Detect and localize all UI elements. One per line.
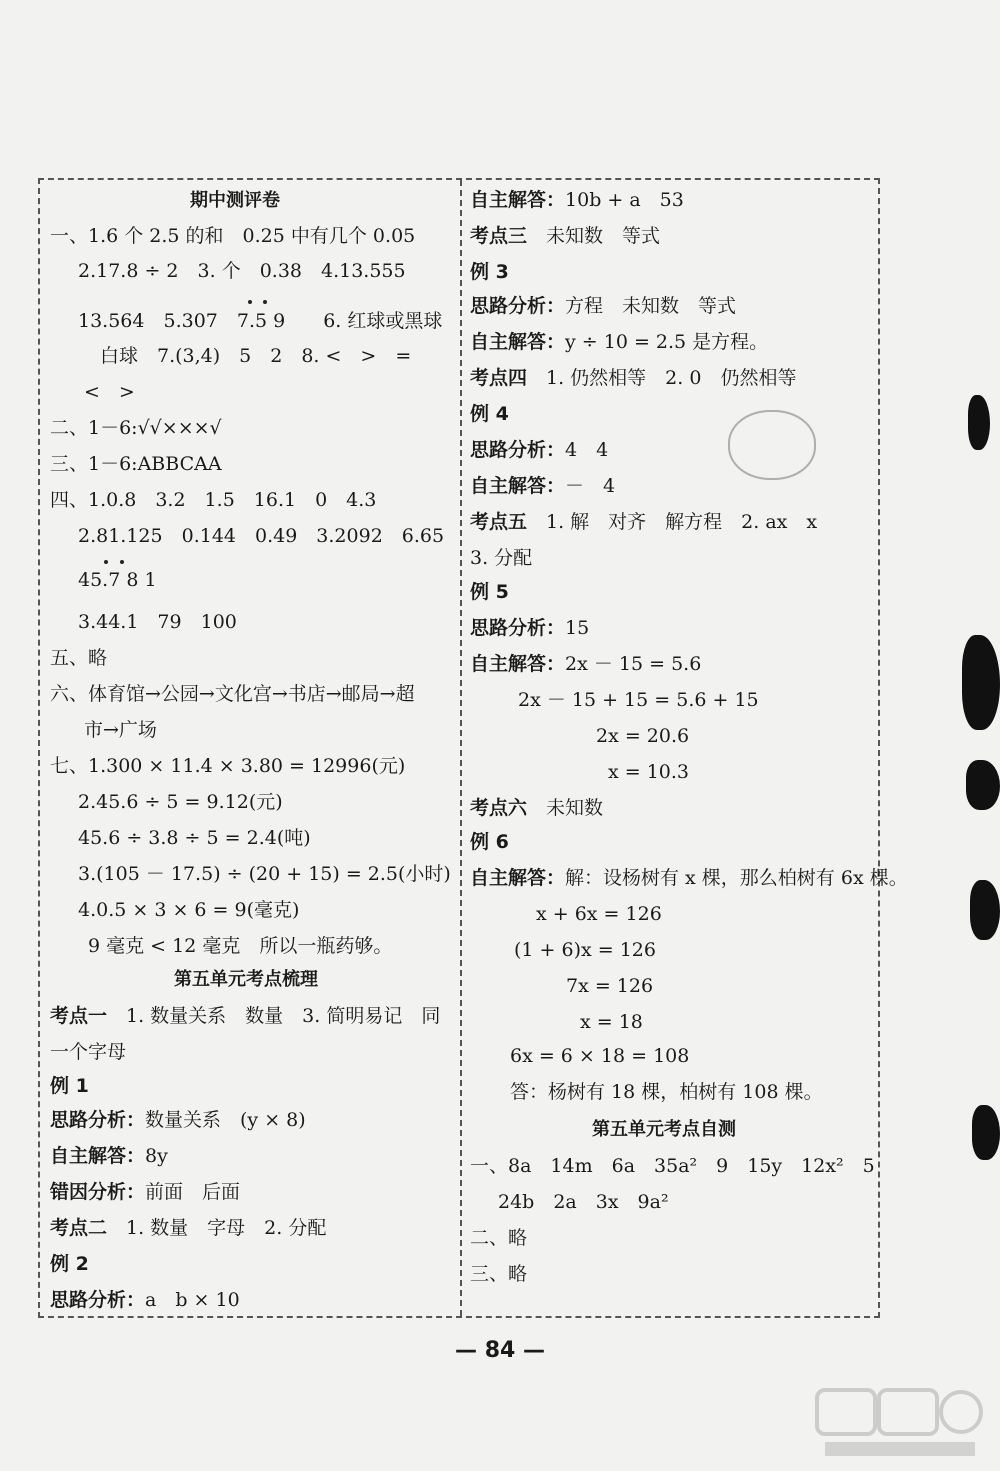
line-text: 2.45.6 ÷ 5 = 9.12(元) <box>78 791 283 813</box>
answer-line <box>470 614 589 642</box>
answer-line <box>50 680 415 708</box>
answer-line <box>84 716 157 744</box>
line-text: 例 2 <box>50 1253 89 1275</box>
line-text: 三、1－6:ABBCAA <box>50 453 222 475</box>
watermark-logo <box>815 1388 985 1463</box>
answer-line <box>78 896 299 924</box>
line-text: 前面 后面 <box>145 1181 241 1203</box>
line-text: 第五单元考点梳理 <box>174 969 318 990</box>
line-label: 自主解答： <box>470 653 566 675</box>
answer-line <box>470 544 532 572</box>
line-label: 考点四 <box>470 367 528 389</box>
answer-line <box>50 644 107 672</box>
line-text: 3.(105 － 17.5) ÷ (20 + 15) = 2.5(小时) <box>78 863 451 885</box>
answer-line <box>50 1106 306 1134</box>
line-text: 方程 未知数 等式 <box>565 295 737 317</box>
line-text: 1. 仍然相等 2. 0 仍然相等 <box>527 367 797 389</box>
line-text: 24b 2a 3x 9a² <box>498 1191 669 1213</box>
line-text: 期中测评卷 <box>190 190 280 211</box>
scan-edge-blot <box>972 1105 1000 1160</box>
answer-line <box>50 1286 240 1314</box>
line-text: x = 10.3 <box>608 761 690 783</box>
section-heading <box>174 966 318 994</box>
line-label: 思路分析： <box>470 295 566 317</box>
answer-line <box>78 608 237 636</box>
line-text: 9 毫克 < 12 毫克 所以一瓶药够。 <box>88 935 393 957</box>
answer-line <box>518 686 759 714</box>
line-text: 4.0.5 × 3 × 6 = 9(毫克) <box>78 899 300 921</box>
line-label: 自主解答： <box>470 189 566 211</box>
line-text: 六、体育馆→公园→文化宫→书店→邮局→超 <box>50 683 415 705</box>
section-heading <box>592 1116 736 1144</box>
line-label: 考点三 <box>470 225 528 247</box>
answer-line <box>536 900 662 928</box>
answer-line <box>50 752 405 780</box>
line-text: 2x － 15 = 5.6 <box>565 653 702 675</box>
answer-line <box>50 1250 89 1278</box>
answer-line <box>470 1224 527 1252</box>
line-text: 1. 解 对齐 解方程 2. ax x <box>527 511 818 533</box>
answer-line <box>470 328 768 356</box>
answer-line <box>50 1178 240 1206</box>
line-text: 7x = 126 <box>566 975 654 997</box>
answer-line <box>78 824 311 852</box>
repeating-decimal-dot <box>263 300 267 304</box>
answer-line <box>50 486 376 514</box>
line-label: 思路分析： <box>470 439 566 461</box>
line-label: 思路分析： <box>50 1109 146 1131</box>
repeating-decimal-dot <box>104 560 108 564</box>
line-text: 10b + a 53 <box>565 189 684 211</box>
answer-line <box>470 864 908 892</box>
line-text: a b × 10 <box>145 1289 240 1311</box>
line-text: 解：设杨树有 x 棵，那么柏树有 6x 棵。 <box>565 867 908 889</box>
line-text: 未知数 等式 <box>527 225 661 247</box>
answer-line <box>470 1260 527 1288</box>
repeating-decimal-dot <box>120 560 124 564</box>
answer-line <box>88 932 392 960</box>
answer-line <box>78 307 442 335</box>
line-text: 答：杨树有 18 棵，柏树有 108 棵。 <box>510 1081 823 1103</box>
answer-line <box>100 342 411 370</box>
answer-line <box>50 1072 89 1100</box>
answer-line <box>510 1078 823 1106</box>
line-text: 8y <box>145 1145 168 1167</box>
line-text: 2x － 15 + 15 = 5.6 + 15 <box>518 689 759 711</box>
line-text: < > <box>84 381 135 403</box>
answer-line <box>470 364 796 392</box>
answer-line <box>78 860 451 888</box>
line-text: 例 1 <box>50 1075 89 1097</box>
answer-line <box>50 1142 168 1170</box>
answer-line <box>84 378 135 406</box>
line-text: 例 4 <box>470 403 509 425</box>
answer-line <box>580 1008 643 1036</box>
answer-line <box>510 1042 689 1070</box>
line-text: y ÷ 10 = 2.5 是方程。 <box>565 331 769 353</box>
answer-line <box>50 414 222 442</box>
line-label: 自主解答： <box>470 475 566 497</box>
answer-line <box>50 222 415 250</box>
line-text: 13.564 5.307 7.5 9 6. 红球或黑球 <box>78 310 443 332</box>
answer-line <box>50 450 222 478</box>
answer-line <box>514 936 656 964</box>
line-text: 45.7 8 1 <box>78 569 157 591</box>
scan-edge-blot <box>970 880 1000 940</box>
answer-line <box>50 1038 126 1066</box>
answer-line <box>470 186 684 214</box>
line-text: 第五单元考点自测 <box>592 1119 736 1140</box>
line-text: 4 4 <box>565 439 609 461</box>
scan-edge-blot <box>968 395 990 450</box>
answer-line <box>470 400 509 428</box>
answer-line <box>470 222 660 250</box>
line-text: 五、略 <box>50 647 108 669</box>
page-number: — 84 — <box>455 1338 545 1363</box>
line-label: 自主解答： <box>470 331 566 353</box>
line-text: 数量关系 (y × 8) <box>145 1109 306 1131</box>
answer-line <box>470 436 608 464</box>
line-text: 三、略 <box>470 1263 528 1285</box>
answer-line <box>470 508 817 536</box>
line-text: 例 6 <box>470 831 509 853</box>
section-heading <box>190 187 280 215</box>
line-text: 3.44.1 79 100 <box>78 611 237 633</box>
line-text: 四、1.0.8 3.2 1.5 16.1 0 4.3 <box>50 489 377 511</box>
line-text: － 4 <box>565 475 616 497</box>
line-text: 例 5 <box>470 581 509 603</box>
line-label: 自主解答： <box>50 1145 146 1167</box>
answer-line <box>470 794 603 822</box>
line-text: 2.17.8 ÷ 2 3. 个 0.38 4.13.555 <box>78 260 406 282</box>
line-text: 市→广场 <box>84 719 157 741</box>
repeating-decimal-dot <box>248 300 252 304</box>
scan-edge-blot <box>966 760 1000 810</box>
line-label: 自主解答： <box>470 867 566 889</box>
line-label: 考点六 <box>470 797 528 819</box>
stamp-mark <box>728 410 816 480</box>
answer-line <box>78 522 444 550</box>
line-text: 3. 分配 <box>470 547 533 569</box>
answer-line <box>470 578 509 606</box>
line-text: 二、1－6:√√×××√ <box>50 417 222 439</box>
line-label: 思路分析： <box>470 617 566 639</box>
line-text: 一个字母 <box>50 1041 127 1063</box>
line-text: 6x = 6 × 18 = 108 <box>510 1045 690 1067</box>
answer-line <box>498 1188 669 1216</box>
answer-line <box>608 758 689 786</box>
line-label: 考点五 <box>470 511 528 533</box>
line-text: 2x = 20.6 <box>596 725 690 747</box>
answer-line <box>470 1152 875 1180</box>
answer-line <box>470 472 615 500</box>
answer-line <box>78 257 406 285</box>
column-divider <box>460 180 462 1316</box>
line-text: 一、8a 14m 6a 35a² 9 15y 12x² 5 <box>470 1155 875 1177</box>
line-text: 七、1.300 × 11.4 × 3.80 = 12996(元) <box>50 755 406 777</box>
answer-line <box>50 1002 440 1030</box>
answer-line <box>470 258 509 286</box>
answer-line <box>78 566 157 594</box>
line-text: 1. 数量关系 数量 3. 简明易记 同 <box>107 1005 441 1027</box>
line-text: 2.81.125 0.144 0.49 3.2092 6.65 <box>78 525 445 547</box>
answer-line <box>78 788 283 816</box>
line-label: 考点一 <box>50 1005 108 1027</box>
scan-edge-blot <box>962 635 1000 730</box>
line-text: 白球 7.(3,4) 5 2 8. < > = <box>100 345 412 367</box>
answer-line <box>596 722 689 750</box>
answer-line <box>566 972 653 1000</box>
line-text: 二、略 <box>470 1227 528 1249</box>
line-label: 思路分析： <box>50 1289 146 1311</box>
line-text: (1 + 6)x = 126 <box>514 939 656 961</box>
line-text: x = 18 <box>580 1011 643 1033</box>
line-text: x + 6x = 126 <box>536 903 662 925</box>
line-text: 1. 数量 字母 2. 分配 <box>107 1217 327 1239</box>
answer-line <box>470 292 736 320</box>
answer-line <box>50 1214 326 1242</box>
line-label: 错因分析： <box>50 1181 146 1203</box>
answer-line <box>470 650 701 678</box>
line-text: 例 3 <box>470 261 509 283</box>
line-label: 考点二 <box>50 1217 108 1239</box>
line-text: 15 <box>565 617 590 639</box>
line-text: 45.6 ÷ 3.8 ÷ 5 = 2.4(吨) <box>78 827 311 849</box>
answer-line <box>470 828 509 856</box>
line-text: 未知数 <box>527 797 604 819</box>
line-text: 一、1.6 个 2.5 的和 0.25 中有几个 0.05 <box>50 225 416 247</box>
